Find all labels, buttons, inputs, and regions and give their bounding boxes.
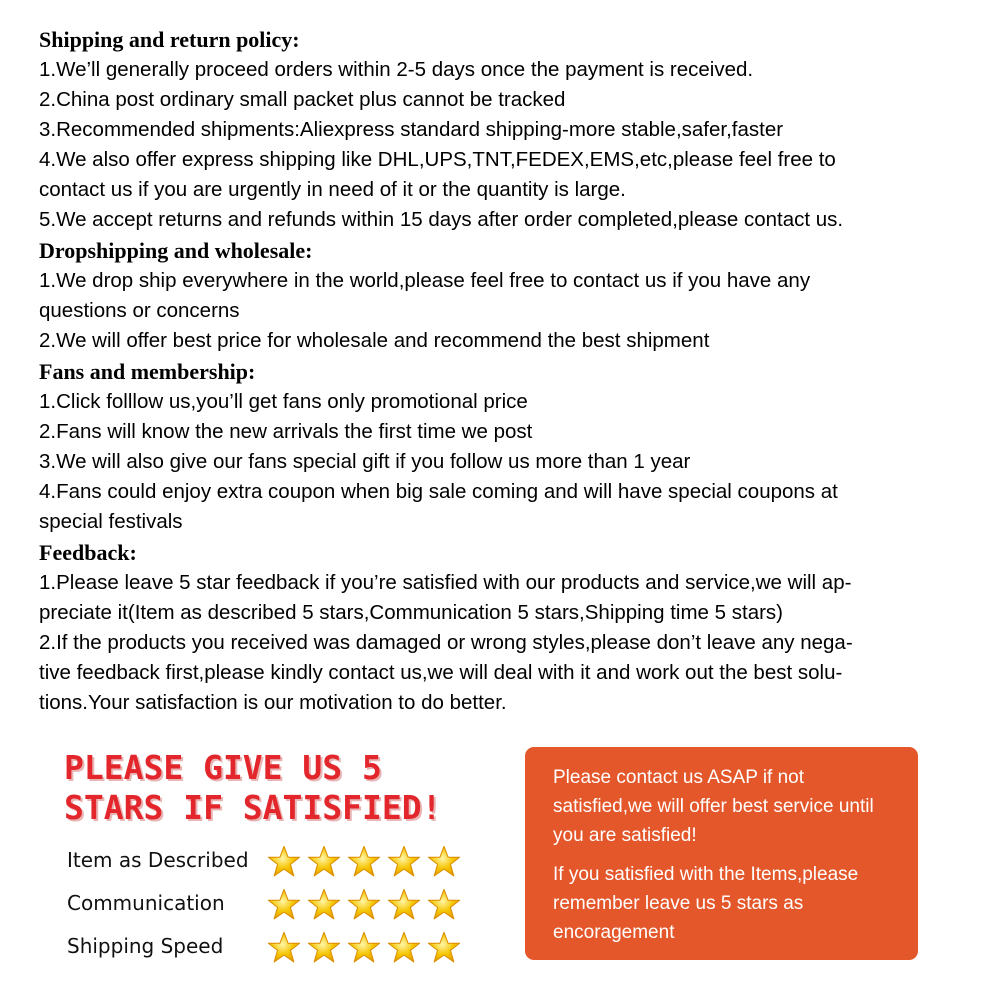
policy-line: 5.We accept returns and refunds within 15 days after order completed,please contact us. [39, 208, 844, 231]
star-rating [267, 888, 461, 922]
policy-line: special festivals [39, 510, 183, 533]
rating-row [67, 881, 461, 924]
section-fans [39, 356, 964, 537]
star-icon [307, 888, 341, 922]
banner-line: STARS IF SATISFIED! [64, 788, 442, 827]
star-icon [387, 845, 421, 879]
rating-label: Communication [67, 890, 225, 915]
rating-label: Shipping Speed [67, 933, 224, 958]
rating-list [67, 838, 461, 967]
policy-line: 4.We also offer express shipping like DHL,UPS,TNT,FEDEX,EMS,etc,please feel free to [39, 148, 836, 171]
section-feedback [39, 537, 964, 718]
policy-text [39, 25, 964, 718]
banner-line: PLEASE GIVE US 5 [64, 748, 382, 787]
rating-row [67, 838, 461, 881]
star-rating [267, 931, 461, 965]
notice-paragraph: If you satisfied with the Items,please remember leave us 5 stars as encoragement [553, 864, 859, 943]
policy-line: 2.China post ordinary small packet plus cannot be tracked [39, 88, 566, 111]
star-icon [307, 845, 341, 879]
section-heading: Feedback: [39, 540, 137, 565]
star-icon [387, 888, 421, 922]
section-heading: Dropshipping and wholesale: [39, 238, 313, 263]
star-icon [267, 845, 301, 879]
policy-line: 1.We drop ship everywhere in the world,please feel free to contact us if you have any [39, 269, 811, 292]
policy-line: tive feedback first,please kindly contact us,we will deal with it and work out the best solu- [39, 661, 843, 684]
star-icon [427, 931, 461, 965]
rating-row [67, 924, 461, 967]
policy-line: 2.If the products you received was damaged or wrong styles,please don’t leave any nega- [39, 631, 853, 654]
policy-line: preciate it(Item as described 5 stars,Communication 5 stars,Shipping time 5 stars) [39, 601, 783, 624]
section-heading: Fans and membership: [39, 359, 256, 384]
star-icon [347, 845, 381, 879]
five-star-banner [64, 748, 442, 828]
section-heading: Shipping and return policy: [39, 27, 300, 52]
policy-line: 1.Click folllow us,you’ll get fans only promotional price [39, 390, 528, 413]
star-icon [387, 931, 421, 965]
rating-label: Item as Described [67, 847, 249, 872]
policy-line: 4.Fans could enjoy extra coupon when big sale coming and will have special coupons at [39, 480, 838, 503]
star-icon [427, 888, 461, 922]
policy-line: 1.Please leave 5 star feedback if you’re satisfied with our products and service,we will ap- [39, 571, 852, 594]
star-icon [347, 888, 381, 922]
policy-line: 2.Fans will know the new arrivals the first time we post [39, 420, 533, 443]
star-icon [427, 845, 461, 879]
notice-paragraph: Please contact us ASAP if not satisfied,we will offer best service until you are satisfied! [553, 767, 874, 846]
policy-line: 2.We will offer best price for wholesale and recommend the best shipment [39, 329, 710, 352]
policy-line: 3.Recommended shipments:Aliexpress standard shipping-more stable,safer,faster [39, 118, 784, 141]
star-icon [307, 931, 341, 965]
policy-line: 3.We will also give our fans special gift if you follow us more than 1 year [39, 450, 691, 473]
policy-line: questions or concerns [39, 299, 240, 322]
policy-line: contact us if you are urgently in need of it or the quantity is large. [39, 178, 626, 201]
star-rating [267, 845, 461, 879]
star-icon [267, 888, 301, 922]
star-icon [267, 931, 301, 965]
section-shipping [39, 25, 964, 235]
policy-line: 1.We’ll generally proceed orders within 2-5 days once the payment is received. [39, 58, 754, 81]
contact-notice-box [525, 747, 918, 960]
star-icon [347, 931, 381, 965]
policy-line: tions.Your satisfaction is our motivation to do better. [39, 691, 507, 714]
section-dropshipping [39, 235, 964, 356]
